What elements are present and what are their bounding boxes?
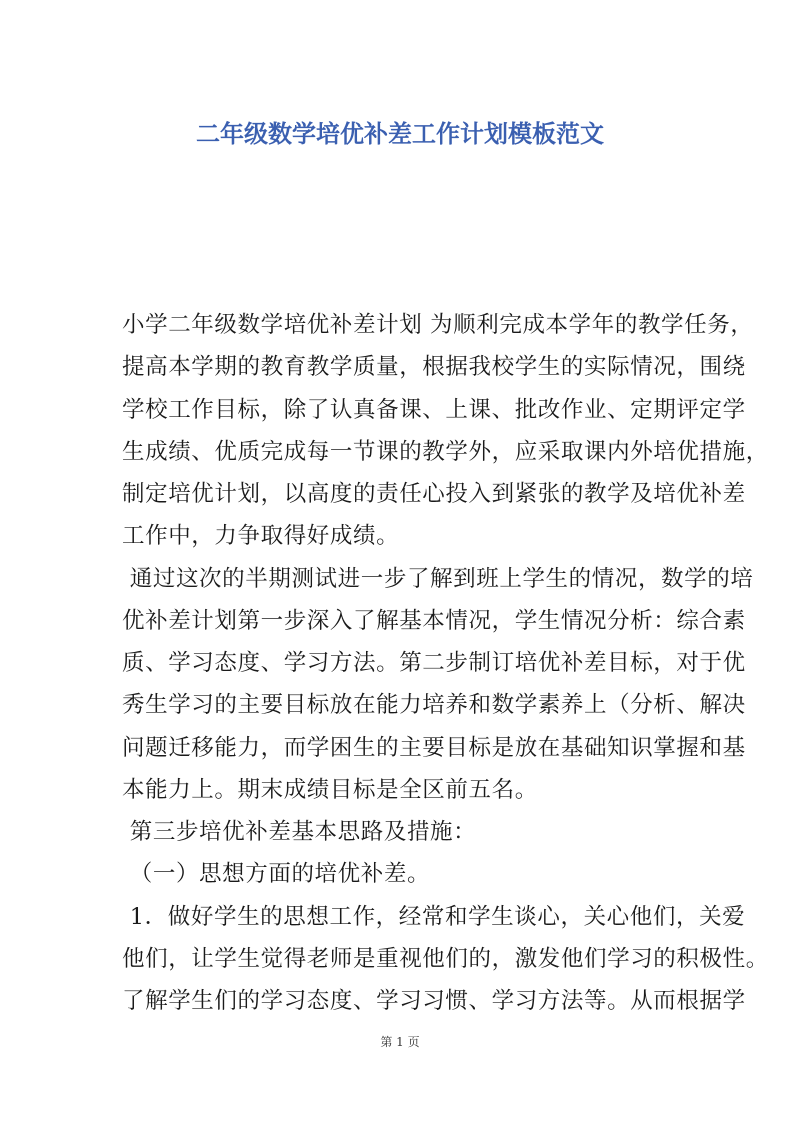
body-line: 小学二年级数学培优补差计划 为顺利完成本学年的教学任务， — [122, 312, 754, 338]
body-line: 问题迁移能力，而学困生的主要目标是放在基础知识掌握和基 — [122, 734, 746, 761]
body-line: 第三步培优补差基本思路及措施： — [122, 819, 477, 845]
body-line: 学校工作目标，除了认真备课、上课、批改作业、定期评定学 — [122, 396, 746, 423]
body-line: 工作中，力争取得好成绩。 — [122, 523, 400, 550]
body-line: 本能力上。期末成绩目标是全区前五名。 — [122, 776, 538, 803]
body-line: 1．做好学生的思想工作，经常和学生谈心，关心他们，关爱 — [122, 903, 746, 930]
body-line: 通过这次的半期测试进一步了解到班上学生的情况，数学的培 — [122, 565, 754, 592]
body-line: 制定培优计划，以高度的责任心投入到紧张的教学及培优补差 — [122, 481, 746, 507]
document-title: 二年级数学培优补差工作计划模板范文 — [196, 120, 604, 148]
page-number: 第 1 页 — [380, 1035, 420, 1049]
body-line: 质、学习态度、学习方法。第二步制订培优补差目标，对于优 — [122, 650, 746, 676]
body-line: 优补差计划第一步深入了解基本情况，学生情况分析：综合素 — [122, 607, 746, 634]
body-line: 生成绩、优质完成每一节课的教学外，应采取课内外培优措施， — [122, 438, 769, 465]
body-line: （一）思想方面的培优补差。 — [122, 861, 431, 888]
body-line: 了解学生们的学习态度、学习习惯、学习方法等。从而根据学 — [122, 988, 746, 1014]
body-line: 他们，让学生觉得老师是重视他们的，激发他们学习的积极性。 — [122, 945, 769, 972]
document-body — [122, 304, 769, 1022]
body-line: 提高本学期的教育教学质量，根据我校学生的实际情况，围绕 — [122, 354, 746, 381]
body-line: 秀生学习的主要目标放在能力培养和数学素养上（分析、解决 — [122, 692, 746, 719]
